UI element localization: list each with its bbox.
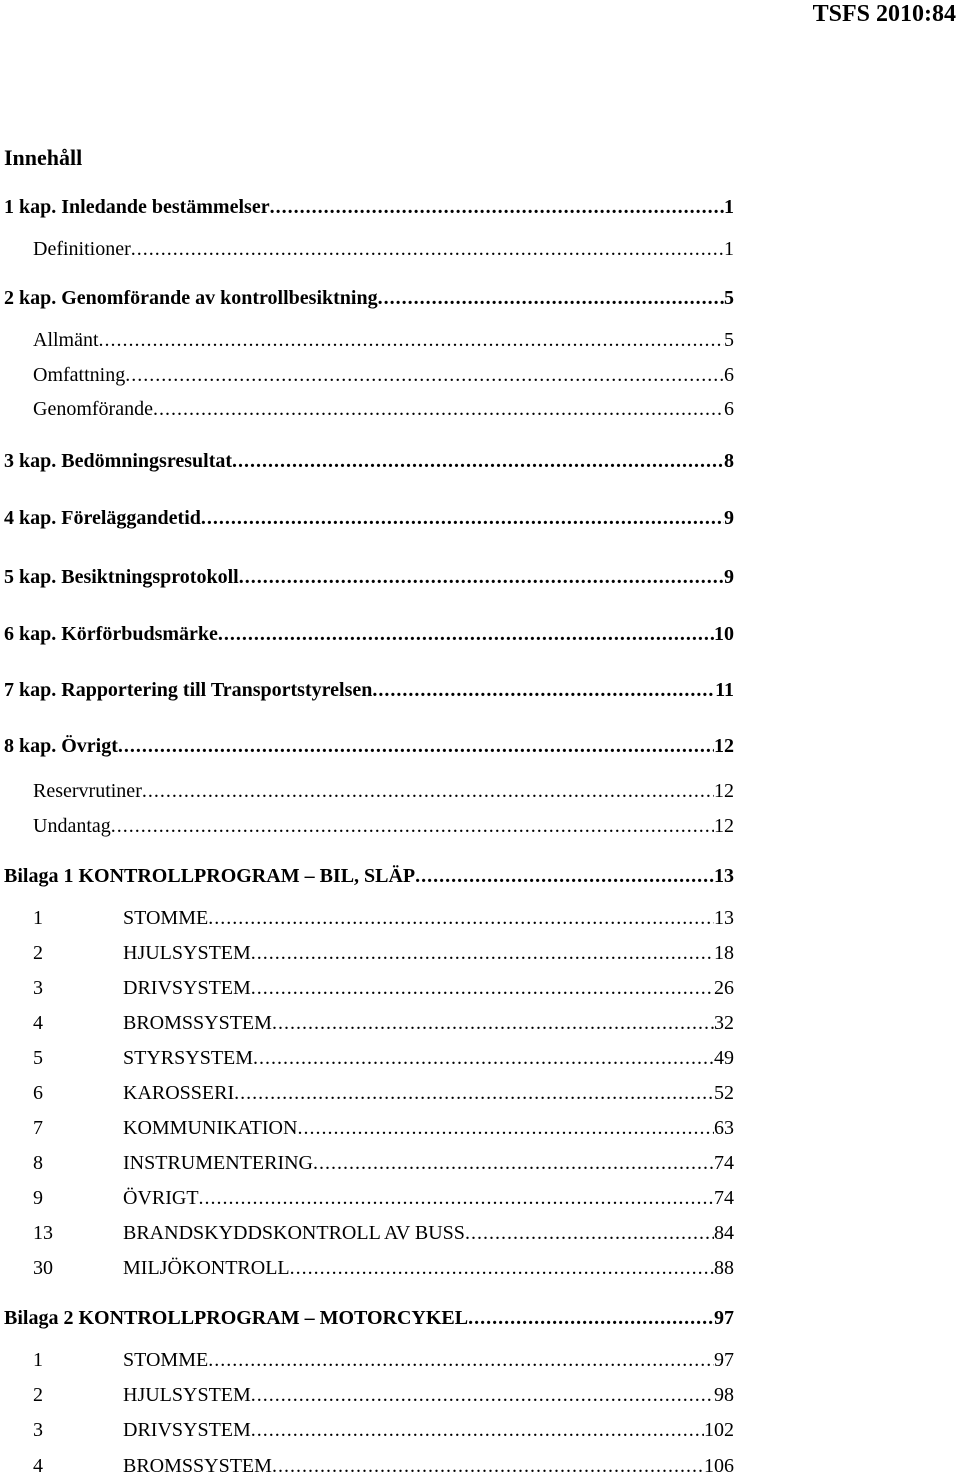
dot-leader [208,905,714,931]
toc-entry[interactable] [33,975,734,1001]
toc-entry[interactable] [33,813,734,839]
dot-leader [251,1382,714,1408]
dot-leader [272,1453,704,1479]
toc-entry-page-number: 88 [714,1257,734,1279]
toc-entry-page-number: 18 [714,942,734,964]
toc-entry[interactable] [33,1255,734,1281]
toc-entry-page-number: 6 [724,364,734,386]
toc-entry-label: 4 kap. Föreläggandetid [4,507,201,529]
toc-entry-label: Bilaga 1 KONTROLLPROGRAM – BIL, SLÄP [4,865,416,887]
toc-entry-page-number: 32 [714,1012,734,1034]
toc-entry[interactable] [4,194,734,220]
toc-entry[interactable] [33,327,734,353]
toc-entry-page-number: 12 [714,815,734,837]
toc-entry-label: 8 kap. Övrigt [4,735,118,757]
toc-entry-number: 2 [33,1384,43,1406]
toc-entry-page-number: 97 [714,1307,734,1329]
toc-entry-label: BROMSSYSTEM [123,1012,272,1034]
toc-entry-page-number: 102 [704,1419,734,1441]
toc-entry[interactable] [4,564,734,590]
toc-entry-label: Genomförande [33,398,153,420]
toc-entry-label: Undantag [33,815,111,837]
toc-entry[interactable] [33,940,734,966]
toc-entry[interactable] [33,1347,734,1373]
dot-leader [201,505,724,531]
toc-entry[interactable] [33,1010,734,1036]
toc-entry-label: 7 kap. Rapportering till Transportstyrelsen [4,679,373,701]
toc-entry-number: 7 [33,1117,43,1139]
toc-entry[interactable] [4,733,734,759]
toc-entry[interactable] [4,1305,734,1331]
document-id: TSFS 2010:84 [812,1,956,27]
toc-entry-label: 3 kap. Bedömningsresultat [4,450,233,472]
toc-entry-page-number: 5 [724,329,734,351]
toc-entry-page-number: 49 [714,1047,734,1069]
toc-entry-label: HJULSYSTEM [123,1384,251,1406]
toc-entry-number: 9 [33,1187,43,1209]
dot-leader [251,975,714,1001]
toc-entry-page-number: 11 [715,679,734,701]
toc-entry[interactable] [4,863,734,889]
dot-leader [118,733,714,759]
dot-leader [378,285,724,311]
toc-entry[interactable] [33,1220,734,1246]
toc-entry-page-number: 9 [724,566,734,588]
toc-entry-page-number: 106 [704,1455,734,1477]
toc-entry-number: 8 [33,1152,43,1174]
dot-leader [297,1115,714,1141]
toc-entry[interactable] [33,236,734,262]
toc-entry-number: 6 [33,1082,43,1104]
toc-entry-label: STOMME [123,907,209,929]
dot-leader [142,778,714,804]
toc-entry-number: 3 [33,977,43,999]
toc-entry-label: STYRSYSTEM [123,1047,254,1069]
dot-leader [208,1347,714,1373]
toc-entry-page-number: 74 [714,1152,734,1174]
toc-entry-label: ÖVRIGT [123,1187,199,1209]
toc-entry-label: HJULSYSTEM [123,942,251,964]
dot-leader [415,863,714,889]
toc-entry[interactable] [33,778,734,804]
toc-entry-page-number: 8 [724,450,734,472]
toc-entry[interactable] [33,1382,734,1408]
toc-entry[interactable] [33,1185,734,1211]
dot-leader [251,940,714,966]
toc-entry-label: BRANDSKYDDSKONTROLL AV BUSS [123,1222,465,1244]
toc-entry-label: 1 kap. Inledande bestämmelser [4,196,270,218]
toc-entry-label: Bilaga 2 KONTROLLPROGRAM – MOTORCYKEL [4,1307,469,1329]
toc-entry-number: 2 [33,942,43,964]
toc-entry-label: STOMME [123,1349,209,1371]
dot-leader [232,448,724,474]
toc-entry[interactable] [33,1115,734,1141]
toc-entry[interactable] [33,1453,734,1479]
toc-entry-label: INSTRUMENTERING [123,1152,313,1174]
toc-entry[interactable] [33,905,734,931]
toc-entry-label: Omfattning [33,364,126,386]
toc-entry-page-number: 1 [724,196,734,218]
toc-entry-page-number: 98 [714,1384,734,1406]
toc-entry-page-number: 52 [714,1082,734,1104]
toc-entry-number: 1 [33,907,43,929]
toc-entry-label: Reservrutiner [33,780,142,802]
toc-entry-number: 3 [33,1419,43,1441]
toc-entry[interactable] [33,1417,734,1443]
dot-leader [218,621,714,647]
toc-entry-label: MILJÖKONTROLL [123,1257,290,1279]
toc-entry-label: Allmänt [33,329,99,351]
dot-leader [372,677,715,703]
toc-entry-page-number: 1 [724,238,734,260]
toc-entry[interactable] [4,285,734,311]
toc-entry-number: 1 [33,1349,43,1371]
dot-leader [290,1255,714,1281]
toc-entry[interactable] [33,362,734,388]
toc-entry-label: 6 kap. Körförbudsmärke [4,623,218,645]
toc-entry[interactable] [33,396,734,422]
dot-leader [468,1305,714,1331]
toc-entry-label: DRIVSYSTEM [123,977,251,999]
dot-leader [239,564,724,590]
toc-entry-label: 2 kap. Genomförande av kontrollbesiktning [4,287,378,309]
dot-leader [272,1010,714,1036]
toc-heading: Innehåll [4,145,83,170]
toc-entry-label: 5 kap. Besiktningsprotokoll [4,566,239,588]
dot-leader [270,194,724,220]
dot-leader [153,396,724,422]
toc-entry-page-number: 97 [714,1349,734,1371]
toc-entry-page-number: 13 [714,907,734,929]
dot-leader [131,236,724,262]
toc-entry-page-number: 74 [714,1187,734,1209]
dot-leader [465,1220,714,1246]
toc-entry[interactable] [33,1150,734,1176]
dot-leader [199,1185,714,1211]
toc-entry-page-number: 9 [724,507,734,529]
toc-entry[interactable] [33,1080,734,1106]
toc-entry-number: 4 [33,1012,43,1034]
toc-entry-number: 5 [33,1047,43,1069]
dot-leader [234,1080,714,1106]
toc-entry-number: 13 [33,1222,53,1244]
dot-leader [111,813,714,839]
toc-entry-number: 30 [33,1257,53,1279]
toc-entry-label: BROMSSYSTEM [123,1455,272,1477]
toc-entry[interactable] [4,677,734,703]
dot-leader [99,327,724,353]
toc-entry[interactable] [4,448,734,474]
toc-entry-label: DRIVSYSTEM [123,1419,251,1441]
dot-leader [313,1150,714,1176]
dot-leader [125,362,724,388]
toc-entry-label: KAROSSERI [123,1082,235,1104]
toc-entry-page-number: 10 [714,623,734,645]
toc-entry[interactable] [33,1045,734,1071]
toc-entry-label: KOMMUNIKATION [123,1117,298,1139]
dot-leader [253,1045,714,1071]
toc-entry[interactable] [4,621,734,647]
toc-entry-page-number: 84 [714,1222,734,1244]
dot-leader [251,1417,704,1443]
toc-entry-page-number: 26 [714,977,734,999]
toc-entry-page-number: 63 [714,1117,734,1139]
toc-entry-page-number: 12 [714,780,734,802]
toc-entry-label: Definitioner [33,238,131,260]
toc-entry-page-number: 5 [724,287,734,309]
toc-entry[interactable] [4,505,734,531]
toc-entry-page-number: 12 [714,735,734,757]
toc-entry-number: 4 [33,1455,43,1477]
toc-entry-page-number: 6 [724,398,734,420]
toc-entry-page-number: 13 [714,865,734,887]
